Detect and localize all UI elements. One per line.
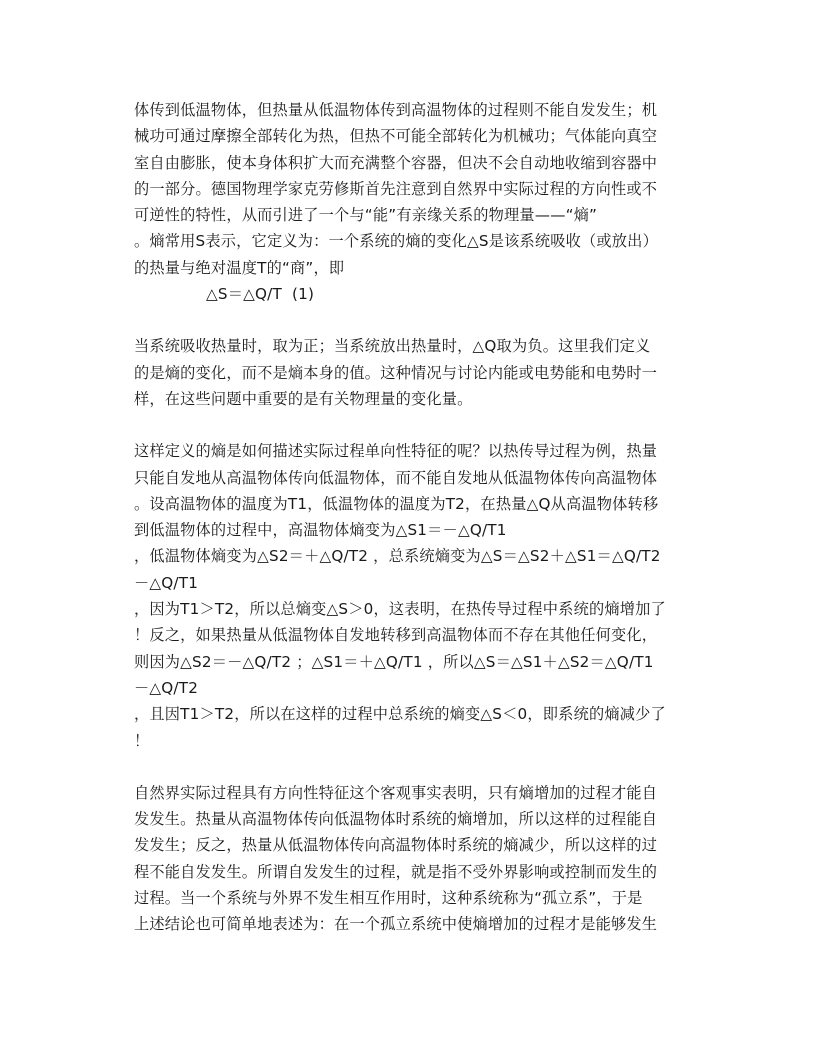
text-line: 上述结论也可简单地表述为：在一个孤立系统中使熵增加的过程才是能够发生	[134, 915, 658, 934]
text-line: 的是熵的变化，而不是熵本身的值。这种情况与讨论内能或电势能和电势时一	[134, 363, 658, 382]
text-line: ，且因T1＞T2，所以在这样的过程中总系统的熵变△S＜0，即系统的熵减少了	[134, 705, 666, 724]
text-line: 程不能自发发生。所谓自发发生的过程，就是指不受外界影响或控制而发生的	[134, 862, 658, 881]
text-line: 可逆性的特性，从而引进了一个与“能”有亲缘关系的物理量——“熵”	[134, 206, 598, 225]
text-line: 当系统吸收热量时，取为正；当系统放出热量时，△Q取为负。这里我们定义	[134, 337, 651, 356]
text-line: ！反之，如果热量从低温物体自发地转移到高温物体而不存在其他任何变化，	[134, 626, 658, 645]
text-line: 。熵常用S表示，它定义为：一个系统的熵的变化△S是该系统吸收（或放出）	[134, 232, 658, 251]
text-line: 到低温物体的过程中，高温物体熵变为△S1＝－△Q/T1	[134, 521, 507, 540]
paragraph-1	[134, 97, 686, 307]
paragraph-gap	[134, 754, 686, 780]
text-line: 自然界实际过程具有方向性特征这个客观事实表明，只有熵增加的过程才能自	[134, 783, 658, 802]
paragraph-gap	[134, 307, 686, 333]
text-line: 室自由膨胀，使本身体积扩大而充满整个容器，但决不会自动地收缩到容器中	[134, 153, 658, 172]
paragraph-3	[134, 438, 686, 754]
text-line: 则因为△S2＝－△Q/T2 ；△S1＝＋△Q/T1 ，所以△S＝△S1＋△S2＝△Q/T1	[134, 652, 654, 671]
text-line: 械功可通过摩擦全部转化为热，但热不可能全部转化为机械功；气体能向真空	[134, 127, 658, 146]
paragraph-gap	[134, 412, 686, 438]
text-line: 过程。当一个系统与外界不发生相互作用时，这种系统称为“孤立系”，于是	[134, 889, 643, 908]
text-line: 发发生。热量从高温物体传向低温物体时系统的熵增加，所以这样的过程能自	[134, 810, 658, 829]
paragraph-4	[134, 780, 686, 938]
text-line: 的热量与绝对温度T的“商”，即	[134, 258, 345, 277]
entropy-formula: △S＝△Q/T (1)	[206, 285, 315, 304]
text-line: ，因为T1＞T2，所以总熵变△S＞0，这表明，在热传导过程中系统的熵增加了	[134, 600, 666, 619]
text-line: 体传到低温物体，但热量从低温物体传到高温物体的过程则不能自发发生；机	[134, 101, 658, 119]
text-line: 只能自发地从高温物体传向低温物体，而不能自发地从低温物体传向高温物体	[134, 468, 658, 487]
text-line: 这样定义的熵是如何描述实际过程单向性特征的呢？以热传导过程为例，热量	[134, 442, 658, 461]
text-line: 的一部分。德国物理学家克劳修斯首先注意到自然界中实际过程的方向性或不	[134, 179, 658, 198]
paragraph-2	[134, 333, 686, 412]
text-line: －△Q/T2	[134, 678, 199, 697]
text-line: －△Q/T1	[134, 573, 199, 592]
text-line: 。设高温物体的温度为T1，低温物体的温度为T2，在热量△Q从高温物体转移	[134, 494, 659, 513]
document-page	[134, 97, 686, 938]
text-line: ，低温物体熵变为△S2＝＋△Q/T2 ，总系统熵变为△S＝△S2＋△S1＝△Q/T2	[134, 547, 661, 566]
text-line: 样，在这些问题中重要的是有关物理量的变化量。	[134, 389, 473, 408]
text-line: ！	[134, 731, 150, 750]
text-line: 发发生；反之，热量从低温物体传向高温物体时系统的熵减少，所以这样的过	[134, 836, 658, 855]
